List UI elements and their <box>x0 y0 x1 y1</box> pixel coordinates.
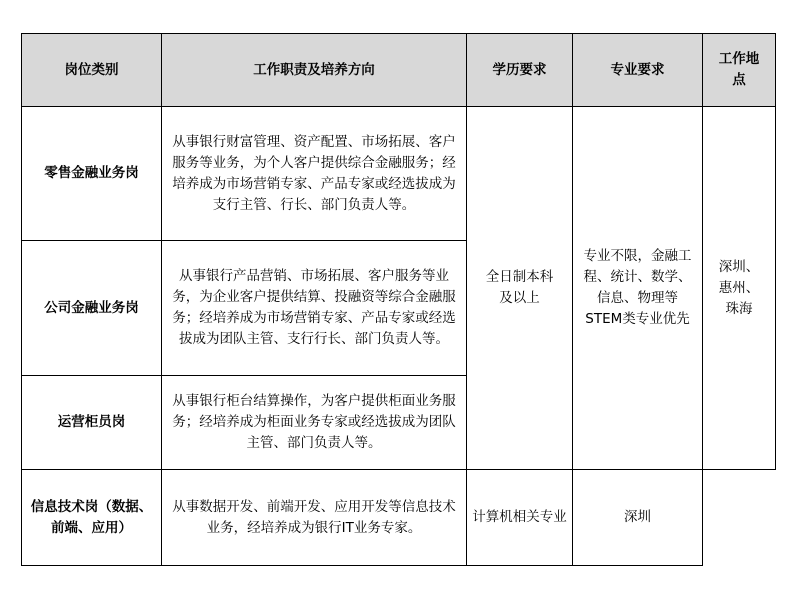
job-duties: 从事银行财富管理、资产配置、市场拓展、客户服务等业务，为个人客户提供综合金融服务；经培养成为市场营销专家、产品专家或经选拔成为支行主管、行长、部门负责人等。 <box>162 107 467 241</box>
work-location: 深圳、惠州、珠海 <box>703 107 776 470</box>
header-duties: 工作职责及培养方向 <box>162 34 467 107</box>
table-row <box>22 107 776 241</box>
major-requirement: 专业不限，金融工程、统计、数学、信息、物理等STEM类专业优先 <box>573 107 703 470</box>
work-location-it: 深圳 <box>573 470 703 566</box>
header-major: 专业要求 <box>573 34 703 107</box>
job-duties: 从事银行产品营销、市场拓展、客户服务等业务，为企业客户提供结算、投融资等综合金融服务；经培养成为市场营销专家、产品专家或经选拔成为团队主管、支行行长、部门负责人等。 <box>162 241 467 376</box>
job-category: 公司金融业务岗 <box>22 241 162 376</box>
job-category: 运营柜员岗 <box>22 376 162 470</box>
job-duties: 从事银行柜台结算操作，为客户提供柜面业务服务；经培养成为柜面业务专家或经选拔成为团队主管、部门负责人等。 <box>162 376 467 470</box>
job-category: 信息技术岗（数据、前端、应用） <box>22 470 162 566</box>
job-category: 零售金融业务岗 <box>22 107 162 241</box>
header-category: 岗位类别 <box>22 34 162 107</box>
major-requirement-it: 计算机相关专业 <box>467 470 573 566</box>
job-duties: 从事数据开发、前端开发、应用开发等信息技术业务，经培养成为银行IT业务专家。 <box>162 470 467 566</box>
education-requirement: 全日制本科及以上 <box>467 107 573 470</box>
header-education: 学历要求 <box>467 34 573 107</box>
header-location: 工作地点 <box>703 34 776 107</box>
job-requirements-table <box>21 33 776 566</box>
header-row <box>22 34 776 107</box>
table-row <box>22 470 776 566</box>
